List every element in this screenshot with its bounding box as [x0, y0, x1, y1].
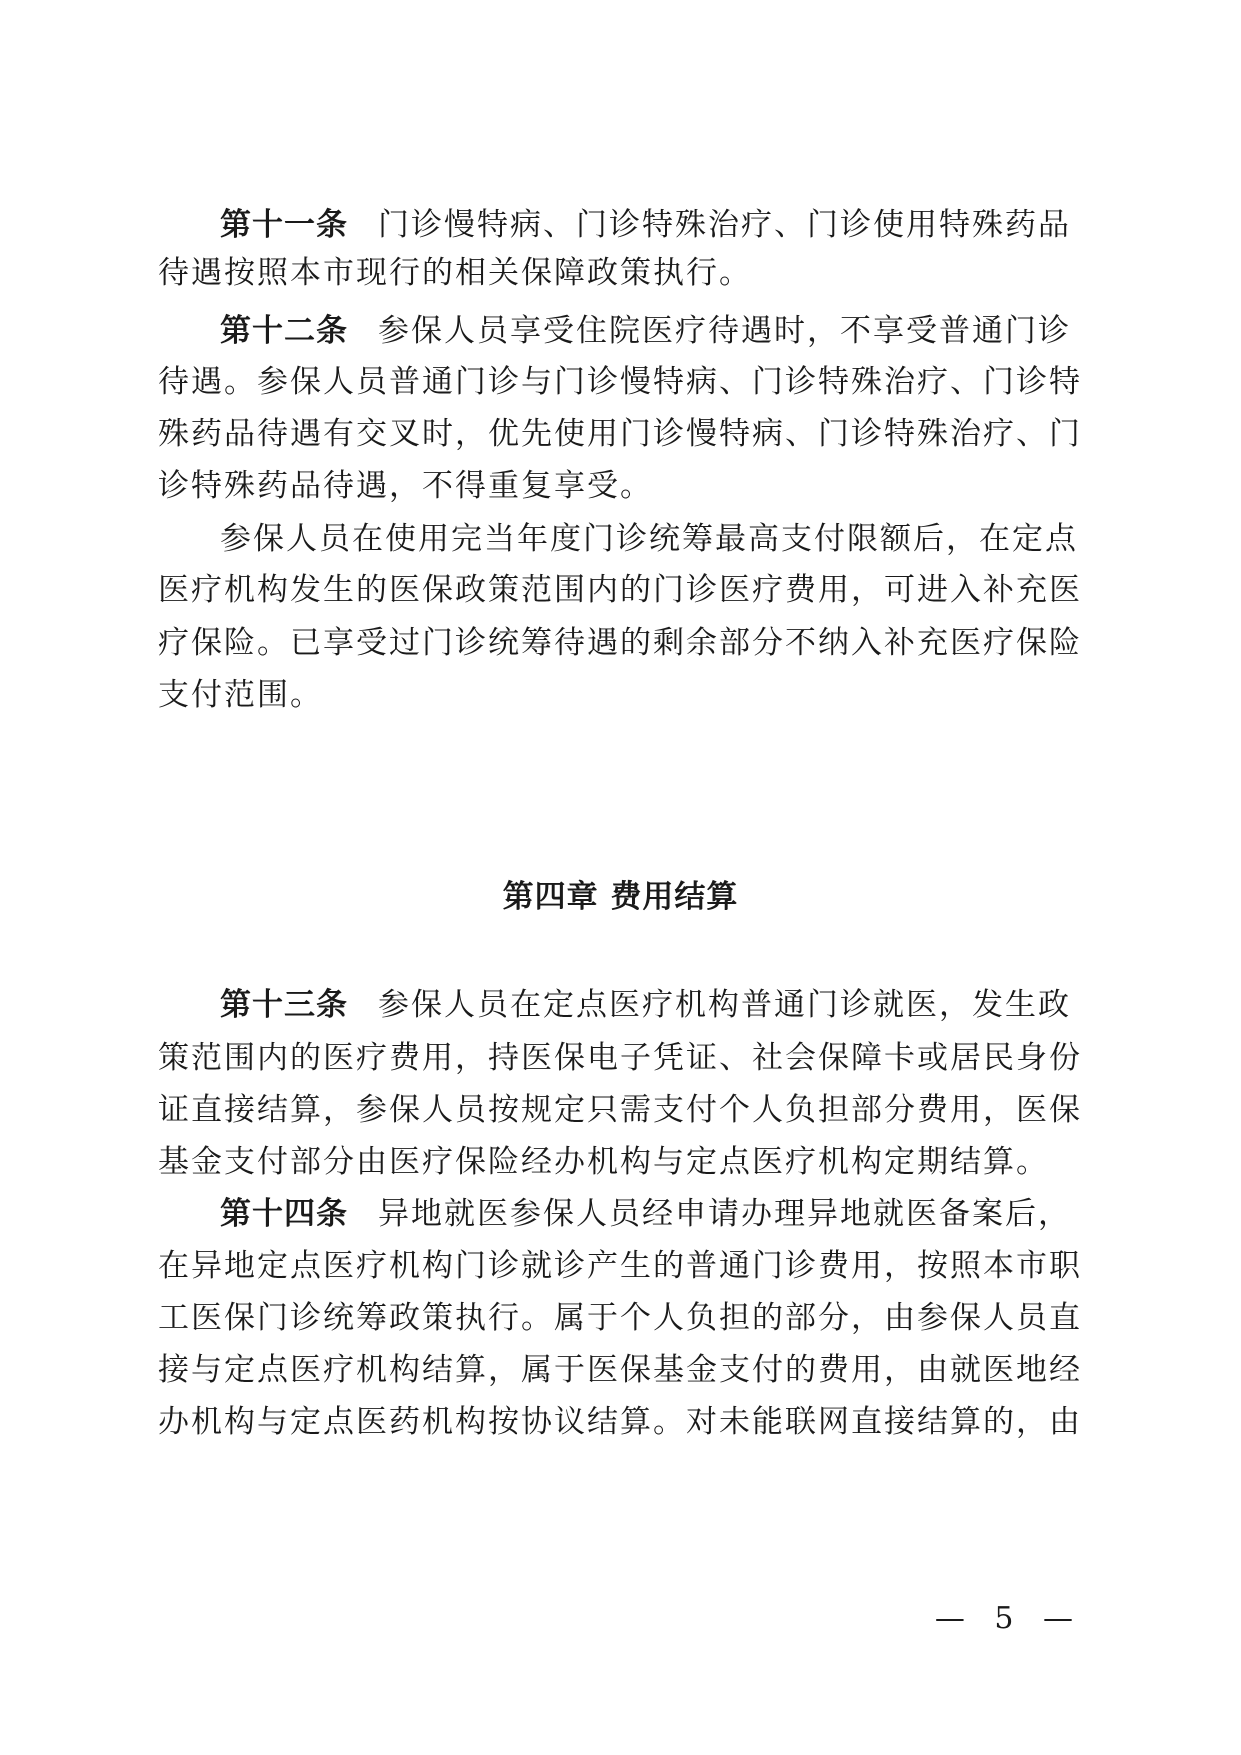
article-12-p2-line-1: 参保人员在使用完当年度门诊统筹最高支付限额后，在定点 — [220, 521, 1078, 557]
article-13-line-2: 策范围内的医疗费用，持医保电子凭证、社会保障卡或居民身份 — [158, 1040, 1082, 1076]
article-13-line-4: 基金支付部分由医疗保险经办机构与定点医疗机构定期结算。 — [158, 1144, 1049, 1180]
article-12-p2-line-2: 医疗机构发生的医保政策范围内的门诊医疗费用，可进入补充医 — [158, 572, 1082, 608]
article-12-p2-line-3: 疗保险。已享受过门诊统筹待遇的剩余部分不纳入补充医疗保险 — [158, 625, 1082, 661]
article-13-title: 第十三条 — [220, 987, 348, 1023]
article-11-line-1: 第十一条 门诊慢特病、门诊特殊治疗、门诊使用特殊药品 — [220, 207, 1071, 243]
article-12-title: 第十二条 — [220, 313, 348, 349]
article-12-line-1: 第十二条 参保人员享受住院医疗待遇时，不享受普通门诊 — [220, 313, 1071, 349]
article-11-line-2: 待遇按照本市现行的相关保障政策执行。 — [158, 255, 752, 291]
article-12-line-4: 诊特殊药品待遇，不得重复享受。 — [158, 468, 653, 504]
article-12-line-2: 待遇。参保人员普通门诊与门诊慢特病、门诊特殊治疗、门诊特 — [158, 364, 1082, 400]
article-14-line-3: 工医保门诊统筹政策执行。属于个人负担的部分，由参保人员直 — [158, 1300, 1082, 1336]
article-14-line-5: 办机构与定点医药机构按协议结算。对未能联网直接结算的，由 — [158, 1404, 1082, 1440]
article-14-line-4: 接与定点医疗机构结算，属于医保基金支付的费用，由就医地经 — [158, 1352, 1082, 1388]
article-12-p2-line-4: 支付范围。 — [158, 677, 323, 713]
article-13-line-1: 第十三条 参保人员在定点医疗机构普通门诊就医，发生政 — [220, 987, 1071, 1023]
article-14-line-1: 第十四条 异地就医参保人员经申请办理异地就医备案后， — [220, 1196, 1071, 1232]
page-number: — 5 — — [934, 1601, 1083, 1636]
article-11-title: 第十一条 — [220, 207, 348, 243]
chapter-heading: 第四章 费用结算 — [502, 879, 739, 915]
article-12-line-3: 殊药品待遇有交叉时，优先使用门诊慢特病、门诊特殊治疗、门 — [158, 416, 1082, 452]
article-13-line-3: 证直接结算，参保人员按规定只需支付个人负担部分费用，医保 — [158, 1092, 1082, 1128]
article-14-title: 第十四条 — [220, 1196, 348, 1232]
article-14-line-2: 在异地定点医疗机构门诊就诊产生的普通门诊费用，按照本市职 — [158, 1248, 1082, 1284]
